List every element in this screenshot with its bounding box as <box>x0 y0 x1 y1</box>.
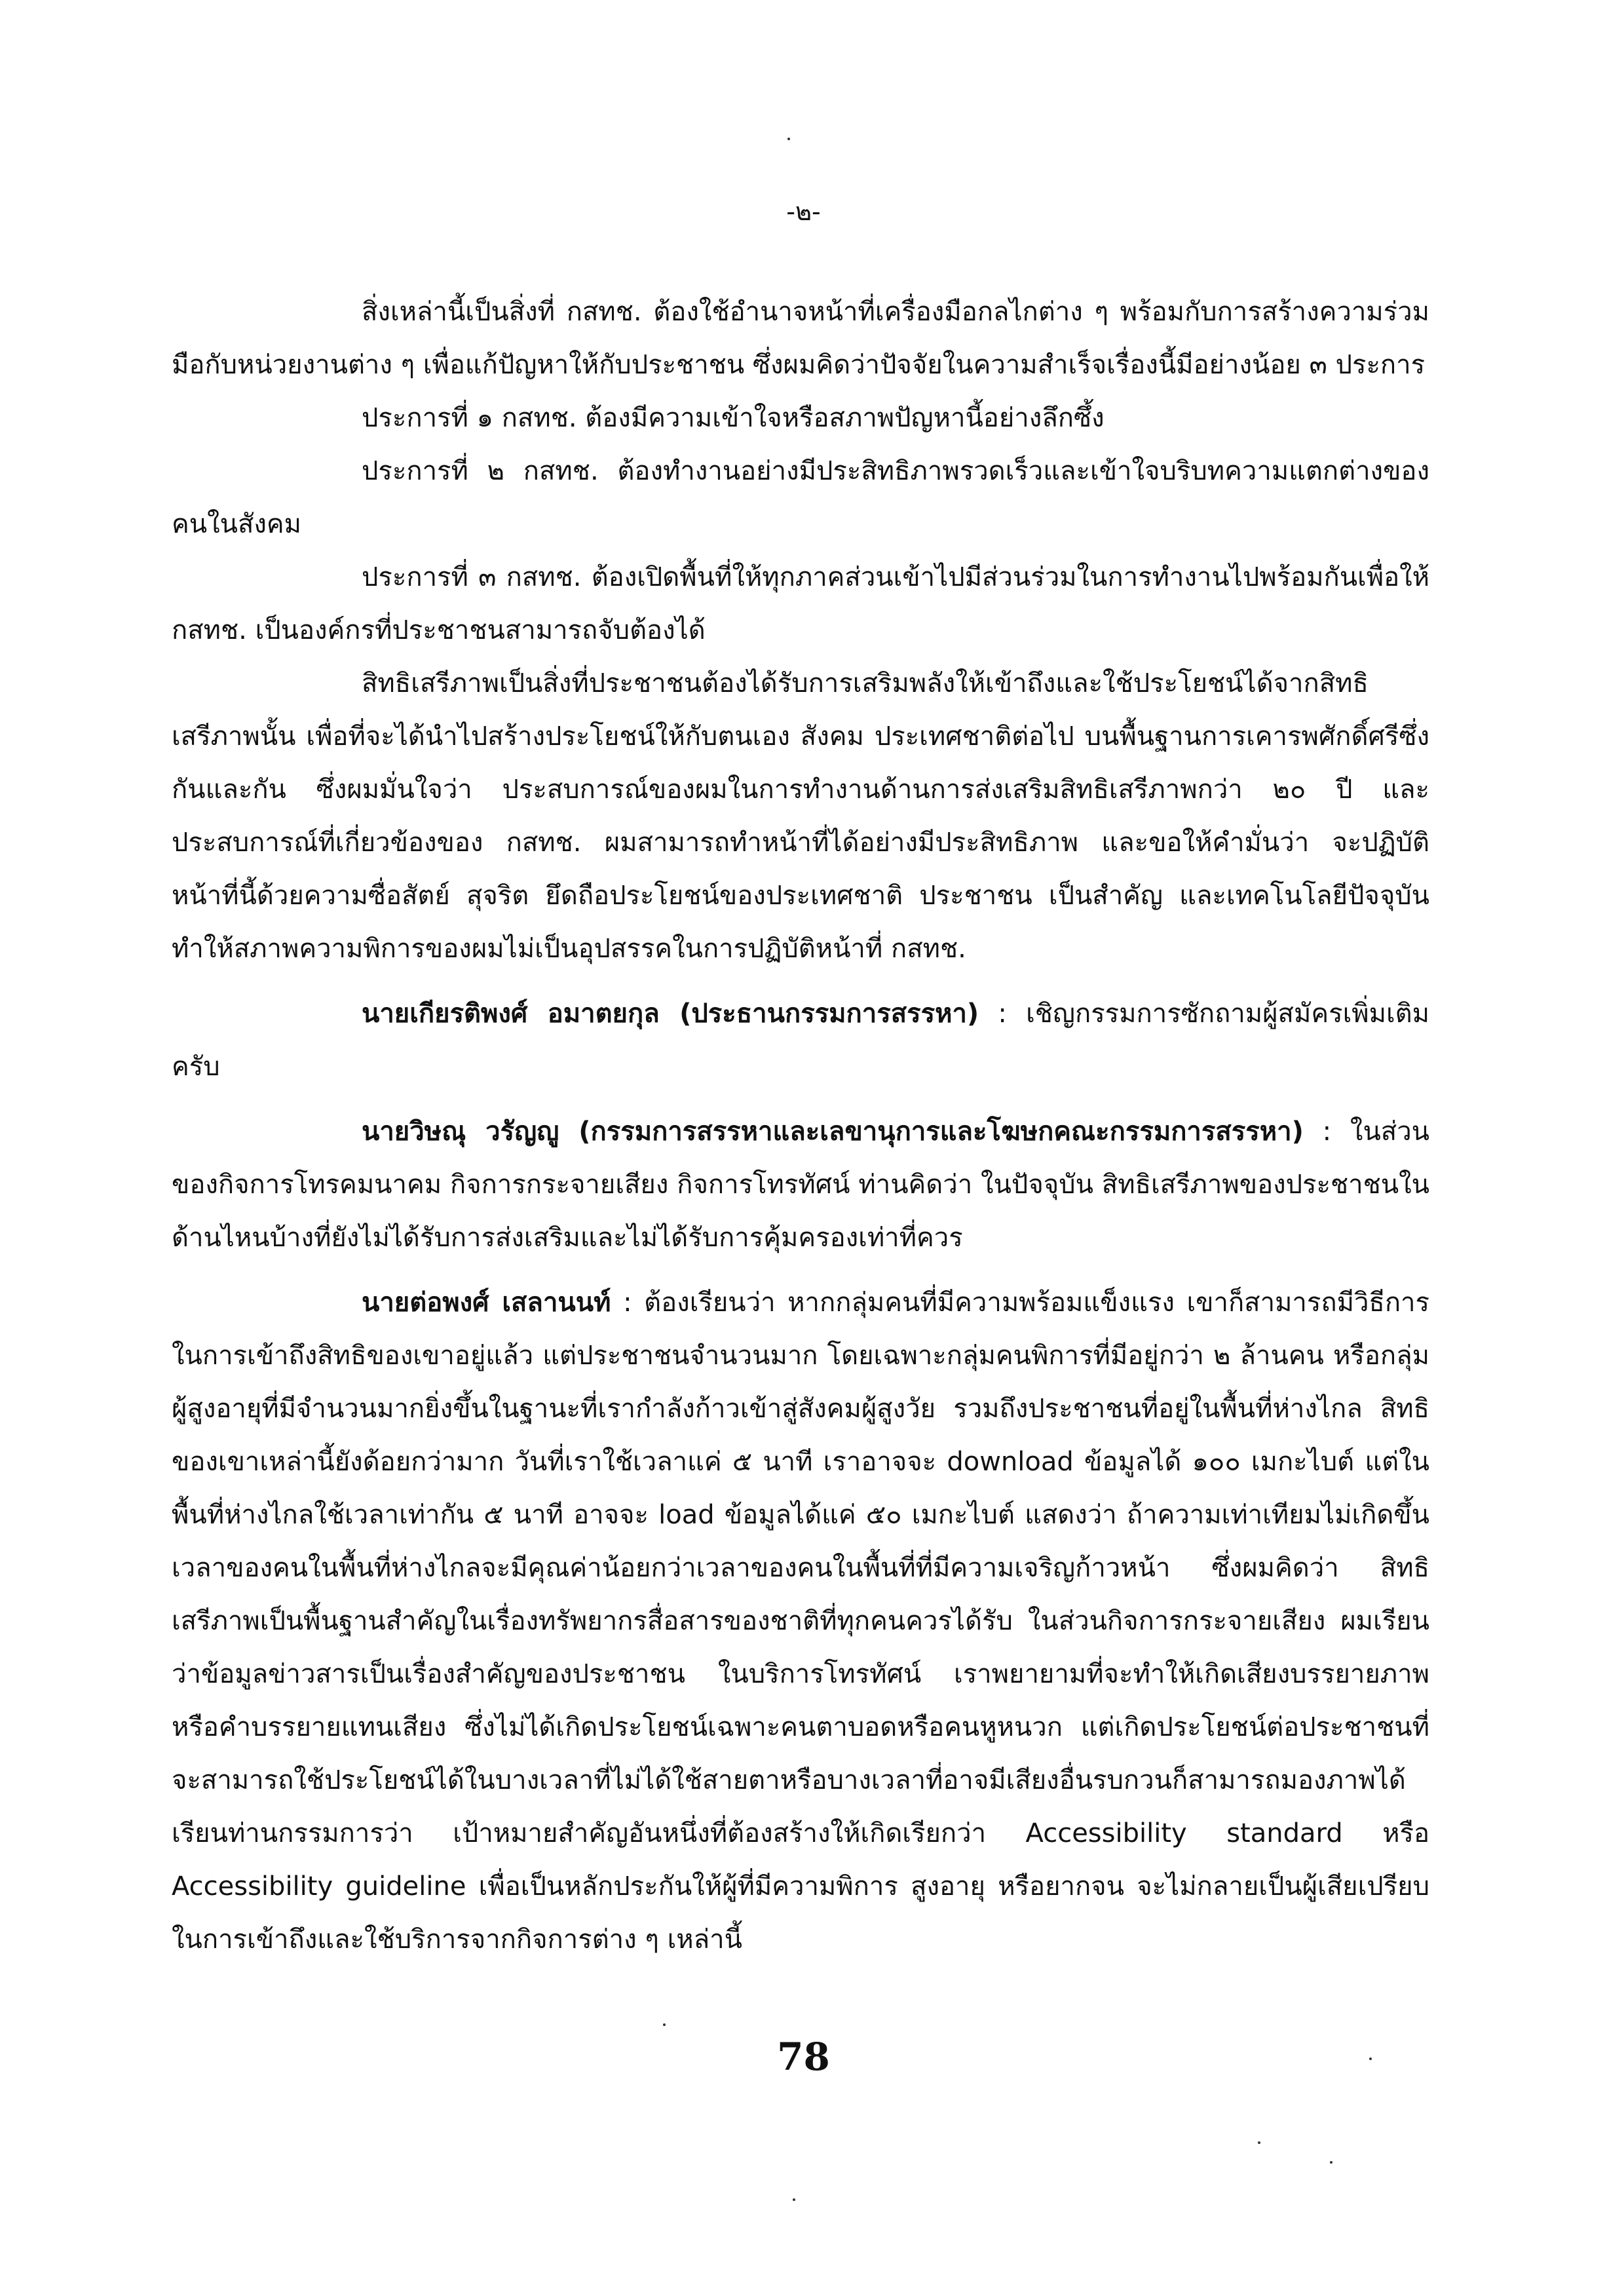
speech-text: ต้องเรียนว่า หากกลุ่มคนที่มีความพร้อมแข็งแรง เขาก็สามารถมีวิธีการในการเข้าถึงสิทธิของเขาอยู่แล้ว แต่ประชาชนจำนวนมาก โดยเฉพาะกลุ่มคนพิการที่มีอยู่กว่า ๒ ล้านคน หรือกลุ่มผู้สูงอายุที่มีจำนวนมากยิ่งขึ้นในฐานะที่เรากำลังก้าวเข้าสู่สังคมผู้สูงวัย รวมถึงประชาชนที่อยู่ในพื้นที่ห่างไกล สิทธิของเขาเหล่านี้ยังด้อยกว่ามาก วันที่เราใช้เวลาแค่ ๕ นาที เราอาจจะ download ข้อมูลได้ ๑๐๐ เมกะไบต์ แต่ในพื้นที่ห่างไกลใช้เวลาเท่ากัน ๕ นาที อาจจะ load ข้อมูลได้แค่ ๕๐ เมกะไบต์ แสดงว่า ถ้าความเท่าเทียมไม่เกิดขึ้น เวลาของคนในพื้นที่ห่างไกลจะมีคุณค่าน้อยกว่าเวลาของคนในพื้นที่ที่มีความเจริญก้าวหน้า ซึ่งผมคิดว่า สิทธิเสรีภาพเป็นพื้นฐานสำคัญในเรื่องทรัพยากรสื่อสารของชาติที่ทุกคนควรได้รับ ในส่วนกิจการกระจายเสียง ผมเรียนว่าข้อมูลข่าวสารเป็นเรื่องสำคัญของประชาชน ในบริการโทรทัศน์ เราพยายามที่จะทำให้เกิดเสียงบรรยายภาพ หรือคำบรรยายแทนเสียง ซึ่งไม่ได้เกิดประโยชน์เฉพาะคนตาบอดหรือคนหูหนวก แต่เกิดประโยชน์ต่อประชาชนที่จะสามารถใช้ประโยชน์ได้ในบางเวลาที่ไม่ได้ใช้สายตาหรือบางเวลาที่อาจมีเสียงอื่นรบกวนก็สามารถมองภาพได้ เรียนท่านกรรมการว่า เป้าหมายสำคัญอันหนึ่งที่ต้องสร้างให้เกิดเรียกว่า Accessibility standard หรือ Accessibility guideline เพื่อเป็นหลักประกันให้ผู้ที่มีความพิการ สูงอายุ หรือยากจน จะไม่กลายเป็นผู้เสียเปรียบในการเข้าถึงและใช้บริการจากกิจการต่าง ๆ เหล่านี้ <box>172 1288 1429 1955</box>
scan-speck <box>793 2198 795 2201</box>
scan-speck <box>1369 2057 1372 2060</box>
scan-speck <box>1258 2141 1260 2144</box>
speech-separator: : <box>611 1288 645 1318</box>
speech-text: ในส่วนของกิจการโทรคมนาคม กิจการกระจายเสียง กิจการโทรทัศน์ ท่านคิดว่า ในปัจจุบัน สิทธิเสรีภาพของประชาชนในด้านไหนบ้างที่ยังไม่ได้รับการส่งเสริมและไม่ได้รับการคุ้มครองเท่าที่ควร <box>172 1117 1429 1253</box>
paragraph: ประการที่ ๑ กสทช. ต้องมีความเข้าใจหรือสภาพปัญหานี้อย่างลึกซึ้ง <box>362 403 1105 433</box>
speech-separator: : <box>979 999 1027 1029</box>
speech <box>172 987 1429 1094</box>
scan-speck <box>1330 2161 1333 2164</box>
page-header-number: -๒- <box>786 197 821 226</box>
paragraph: ประการที่ ๓ กสทช. ต้องเปิดพื้นที่ให้ทุกภาคส่วนเข้าไปมีส่วนร่วมในการทำงานไปพร้อมกันเพื่อให้ กสทช. เป็นองค์กรที่ประชาชนสามารถจับต้องได้ <box>172 562 1429 645</box>
scan-speck <box>663 2023 666 2026</box>
scan-speck <box>787 138 790 140</box>
speech <box>172 1105 1429 1265</box>
paragraph: ประการที่ ๒ กสทช. ต้องทำงานอย่างมีประสิทธิภาพรวดเร็วและเข้าใจบริบทความแตกต่างของคนในสังคม <box>172 456 1429 539</box>
speech <box>172 1276 1429 1966</box>
document-body <box>172 286 1429 1966</box>
paragraph: สิ่งเหล่านี้เป็นสิ่งที่ กสทช. ต้องใช้อำนาจหน้าที่เครื่องมือกลไกต่าง ๆ พร้อมกับการสร้างความร่วมมือกับหน่วยงานต่าง ๆ เพื่อแก้ปัญหาให้กับประชาชน ซึ่งผมคิดว่าปัจจัยในความสำเร็จเรื่องนี้มีอย่างน้อย ๓ ประการ <box>172 297 1429 380</box>
speech-separator: : <box>1303 1117 1350 1147</box>
speech-text: เชิญกรรมการซักถามผู้สมัครเพิ่มเติมครับ <box>172 999 1429 1082</box>
speaker-name: นายเกียรติพงศ์ อมาตยกุล (ประธานกรรมการสรรหา) <box>362 999 979 1029</box>
page-footer-number: 78 <box>777 2035 830 2079</box>
paragraph: สิทธิเสรีภาพเป็นสิ่งที่ประชาชนต้องได้รับการเสริมพลังให้เข้าถึงและใช้ประโยชน์ได้จากสิทธิเสรีภาพนั้น เพื่อที่จะได้นำไปสร้างประโยชน์ให้กับตนเอง สังคม ประเทศชาติต่อไป บนพื้นฐานการเคารพศักดิ์ศรีซึ่งกันและกัน ซึ่งผมมั่นใจว่า ประสบการณ์ของผมในการทำงานด้านการส่งเสริมสิทธิเสรีภาพกว่า ๒๐ ปี และประสบการณ์ที่เกี่ยวข้องของ กสทช. ผมสามารถทำหน้าที่ได้อย่างมีประสิทธิภาพ และขอให้คำมั่นว่า จะปฏิบัติหน้าที่นี้ด้วยความซื่อสัตย์ สุจริต ยึดถือประโยชน์ของประเทศชาติ ประชาชน เป็นสำคัญ และเทคโนโลยีปัจจุบันทำให้สภาพความพิการของผมไม่เป็นอุปสรรคในการปฏิบัติหน้าที่ กสทช. <box>172 668 1429 964</box>
speaker-name: นายวิษณุ วรัญญู (กรรมการสรรหาและเลขานุการและโฆษกคณะกรรมการสรรหา) <box>362 1117 1304 1147</box>
speaker-name: นายต่อพงศ์ เสลานนท์ <box>362 1288 611 1318</box>
